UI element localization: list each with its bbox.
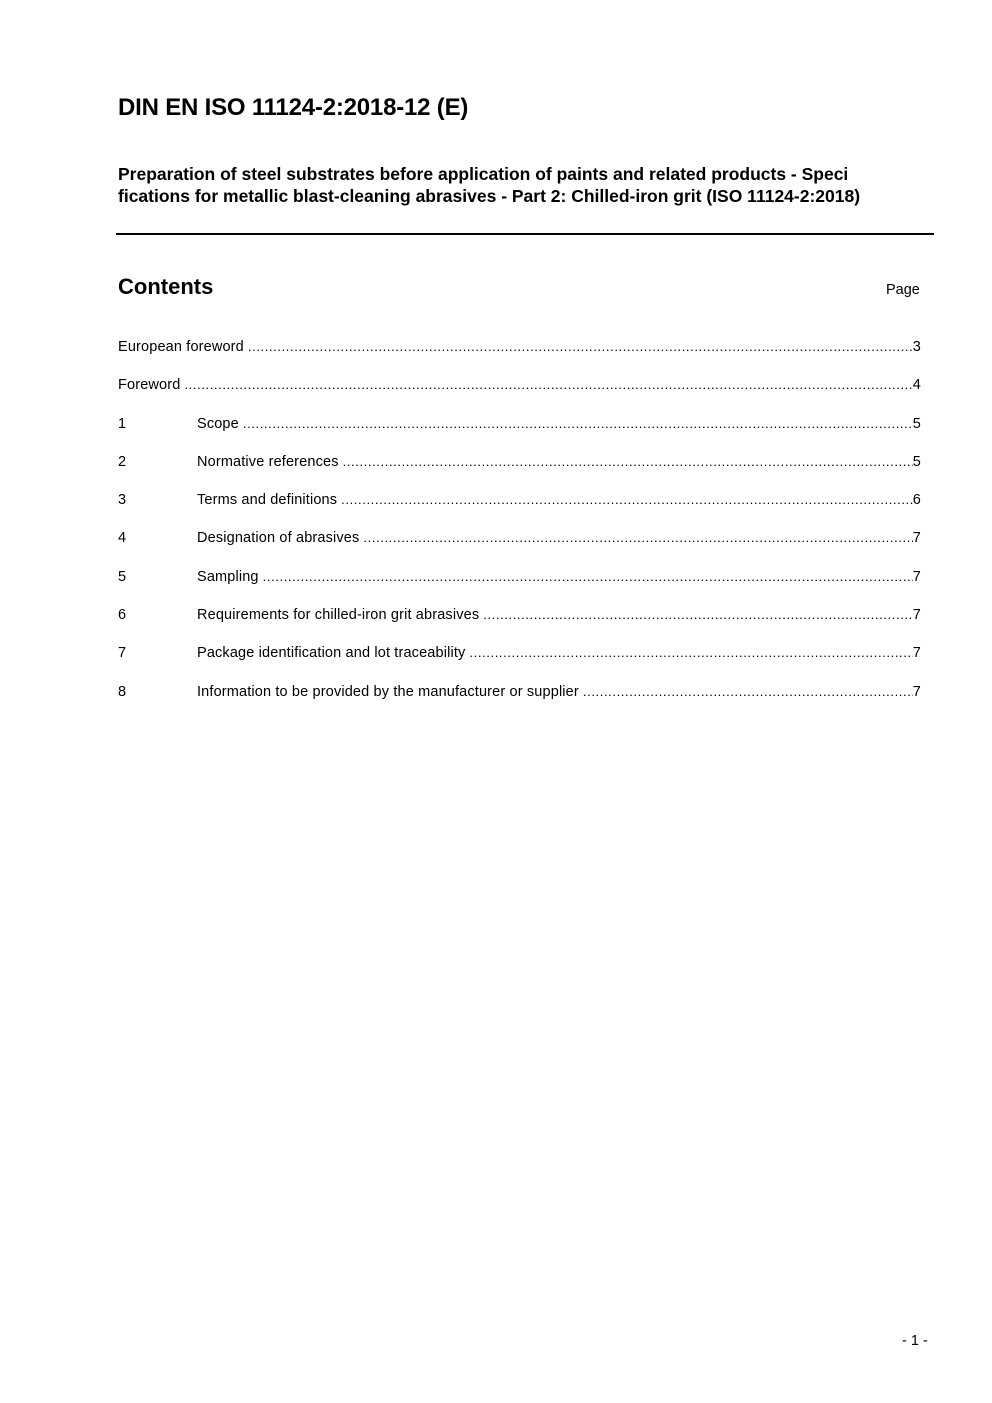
toc-entry-title: Requirements for chilled-iron grit abrasives xyxy=(197,607,480,624)
toc-entry-title: European foreword xyxy=(118,339,244,355)
toc-entry-title: Foreword xyxy=(118,377,181,394)
toc-dot-leader xyxy=(469,643,912,663)
contents-heading: Contents xyxy=(118,274,214,299)
toc-entry-title: Scope xyxy=(197,415,239,432)
toc-entry-number: 4 xyxy=(118,530,127,547)
toc-entry-number: 5 xyxy=(118,568,127,585)
toc-entry-number: 1 xyxy=(118,415,127,432)
toc-dot-leader xyxy=(184,375,912,395)
toc-entry-european-foreword[interactable] xyxy=(118,337,921,375)
toc-entry-page: 4 xyxy=(912,377,921,394)
toc-entry-terms-and-definitions[interactable] xyxy=(118,490,921,528)
toc-dot-leader xyxy=(248,337,913,357)
toc-entry-title: Information to be provided by the manufacturer or supplier xyxy=(197,683,579,700)
document-title: DIN EN ISO 11124-2:2018-12 (E) xyxy=(118,94,469,121)
toc-entry-title: Terms and definitions xyxy=(197,492,338,509)
toc-dot-leader xyxy=(341,490,913,510)
table-of-contents xyxy=(118,337,921,720)
toc-entry-information-provided[interactable] xyxy=(118,682,921,720)
toc-entry-number: 2 xyxy=(118,453,127,470)
toc-entry-sampling[interactable] xyxy=(118,567,921,605)
toc-entry-number: 8 xyxy=(118,683,127,700)
toc-entry-page: 7 xyxy=(912,568,921,585)
toc-entry-page: 5 xyxy=(912,415,921,432)
toc-entry-page: 6 xyxy=(912,492,921,509)
toc-entry-title: Designation of abrasives xyxy=(197,530,360,547)
toc-entry-page: 7 xyxy=(912,530,921,547)
toc-entry-requirements[interactable] xyxy=(118,605,921,643)
toc-entry-normative-references[interactable] xyxy=(118,452,921,490)
toc-entry-page: 3 xyxy=(912,339,921,355)
toc-entry-package-identification[interactable] xyxy=(118,643,921,681)
toc-entry-number: 7 xyxy=(118,645,127,662)
toc-entry-page: 7 xyxy=(912,645,921,662)
toc-entry-number: 6 xyxy=(118,607,127,624)
toc-entry-title: Sampling xyxy=(197,568,259,585)
toc-dot-leader xyxy=(363,528,912,548)
toc-entry-page: 7 xyxy=(912,683,921,700)
toc-entry-scope[interactable] xyxy=(118,414,921,452)
toc-entry-page: 7 xyxy=(912,607,921,624)
toc-dot-leader xyxy=(243,414,913,434)
page-column-label: Page xyxy=(886,282,920,298)
title-divider xyxy=(116,233,934,235)
page-number: - 1 - xyxy=(902,1333,928,1349)
toc-dot-leader xyxy=(583,682,913,702)
toc-entry-designation-of-abrasives[interactable] xyxy=(118,528,921,566)
toc-entry-page: 5 xyxy=(912,453,921,470)
toc-dot-leader xyxy=(263,567,913,587)
toc-entry-number: 3 xyxy=(118,492,127,509)
toc-dot-leader xyxy=(483,605,913,625)
toc-entry-foreword[interactable] xyxy=(118,375,921,413)
toc-dot-leader xyxy=(343,452,913,472)
toc-entry-title: Normative references xyxy=(197,453,339,470)
toc-entry-title: Package identification and lot traceability xyxy=(197,645,466,662)
document-subtitle: Preparation of steel substrates before application of paints and related products - Speci fications for metallic blast-cleaning abrasives - Part 2: Chilled-iron grit (ISO 11124-2:2018) xyxy=(118,164,861,206)
